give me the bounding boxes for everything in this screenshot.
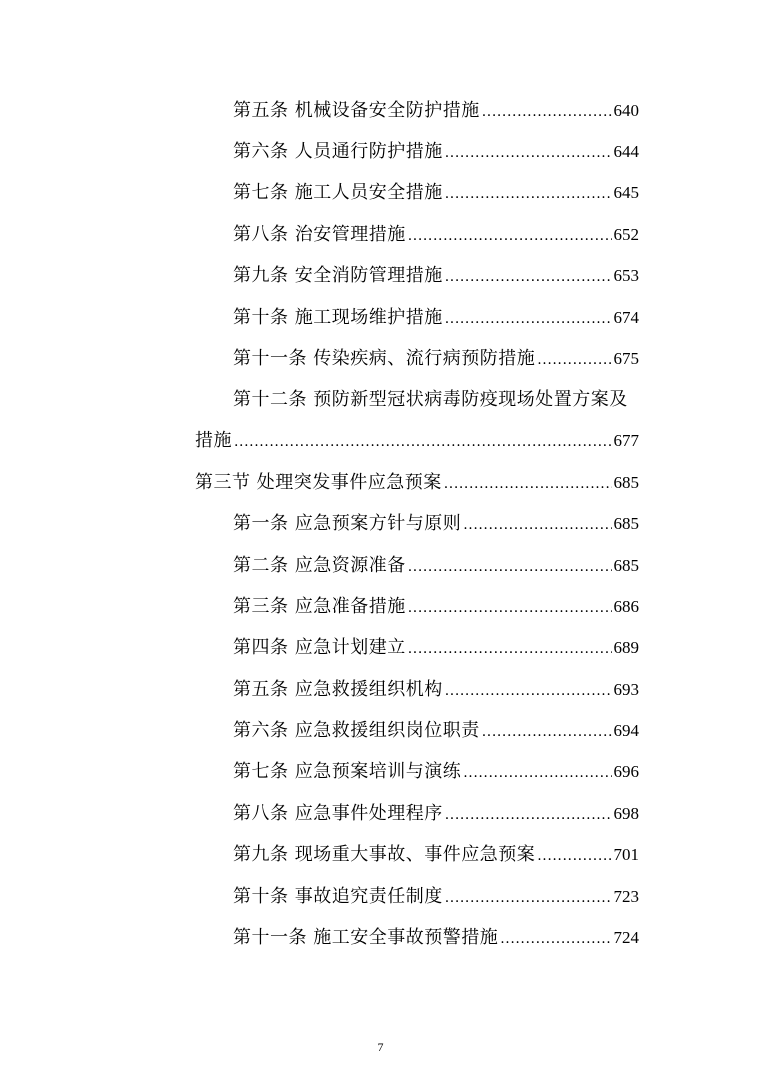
toc-entry-title: 第四条 应急计划建立	[233, 637, 406, 658]
toc-entry-title: 措施	[195, 430, 232, 451]
dot-leader	[444, 469, 612, 499]
toc-entry-page: 698	[613, 804, 639, 823]
dot-leader	[408, 593, 612, 623]
toc-entry-emergency-article-7[interactable]	[233, 757, 639, 787]
toc-entry-title: 第七条 应急预案培训与演练	[233, 761, 462, 782]
toc-entry-title: 第九条 现场重大事故、事件应急预案	[233, 844, 536, 865]
toc-entry-emergency-article-1[interactable]	[233, 509, 639, 539]
toc-entry-page: 686	[613, 597, 639, 616]
toc-entry-article-7[interactable]	[233, 178, 639, 208]
toc-entry-article-12-line2[interactable]	[195, 426, 639, 456]
dot-leader	[463, 510, 611, 540]
toc-entry-page: 694	[613, 721, 639, 740]
toc-entry-title: 第十条 事故追究责任制度	[233, 886, 443, 907]
toc-entry-page: 645	[613, 183, 639, 202]
toc-entry-page: 689	[613, 638, 639, 657]
dot-leader	[408, 634, 612, 664]
toc-entry-page: 675	[613, 349, 639, 368]
toc-entry-title: 第七条 施工人员安全措施	[233, 182, 443, 203]
dot-leader	[445, 800, 612, 830]
toc-entry-title: 第五条 应急救援组织机构	[233, 679, 443, 700]
toc-entry-page: 644	[613, 142, 639, 161]
toc-entry-title: 第八条 治安管理措施	[233, 224, 406, 245]
toc-entry-page: 685	[613, 556, 639, 575]
toc-entry-page: 653	[613, 266, 639, 285]
toc-entry-title: 第三节 处理突发事件应急预案	[195, 472, 442, 493]
dot-leader	[445, 304, 612, 334]
toc-entry-title: 第一条 应急预案方针与原则	[233, 513, 462, 534]
toc-entry-emergency-article-4[interactable]	[233, 633, 639, 663]
toc-entry-title: 第十一条 传染疾病、流行病预防措施	[233, 348, 536, 369]
toc-entry-article-5[interactable]	[233, 96, 639, 126]
toc-entry-title: 第十二条 预防新型冠状病毒防疫现场处置方案及	[233, 389, 628, 410]
dot-leader	[445, 262, 612, 292]
toc-entry-emergency-article-10[interactable]	[233, 882, 639, 912]
toc-entry-page: 674	[613, 308, 639, 327]
toc-entry-title: 第二条 应急资源准备	[233, 555, 406, 576]
toc-entry-title: 第五条 机械设备安全防护措施	[233, 100, 480, 121]
dot-leader	[463, 758, 611, 788]
toc-entry-article-9[interactable]	[233, 261, 639, 291]
toc-entry-page: 685	[613, 473, 639, 492]
dot-leader	[500, 924, 611, 954]
page-number: 7	[377, 1040, 384, 1054]
dot-leader	[482, 97, 612, 127]
toc-entry-page: 677	[613, 431, 639, 450]
toc-entry-page: 640	[613, 101, 639, 120]
toc-entry-title: 第六条 应急救援组织岗位职责	[233, 720, 480, 741]
dot-leader	[408, 552, 612, 582]
dot-leader	[445, 179, 612, 209]
toc-entry-emergency-article-3[interactable]	[233, 592, 639, 622]
toc-entry-emergency-article-2[interactable]	[233, 551, 639, 581]
toc-entry-page: 723	[613, 887, 639, 906]
toc-entry-emergency-article-9[interactable]	[233, 840, 639, 870]
toc-entry-article-6[interactable]	[233, 137, 639, 167]
toc-entry-title: 第六条 人员通行防护措施	[233, 141, 443, 162]
dot-leader	[408, 221, 612, 251]
dot-leader	[537, 345, 611, 375]
toc-entry-title: 第三条 应急准备措施	[233, 596, 406, 617]
toc-entry-page: 693	[613, 680, 639, 699]
toc-entry-emergency-article-5[interactable]	[233, 675, 639, 705]
dot-leader	[445, 883, 612, 913]
toc-entry-emergency-article-8[interactable]	[233, 799, 639, 829]
toc-entry-article-10[interactable]	[233, 303, 639, 333]
dot-leader	[537, 841, 611, 871]
toc-entry-page: 724	[613, 928, 639, 947]
toc-entry-page: 685	[613, 514, 639, 533]
toc-entry-title: 第十条 施工现场维护措施	[233, 307, 443, 328]
toc-entry-title: 第八条 应急事件处理程序	[233, 803, 443, 824]
dot-leader	[482, 717, 612, 747]
toc-entry-article-11[interactable]	[233, 344, 639, 374]
toc-entry-page: 652	[613, 225, 639, 244]
toc-entry-page: 701	[613, 845, 639, 864]
toc-entry-article-12-line1[interactable]	[233, 385, 639, 415]
toc-entry-section-3[interactable]	[195, 468, 639, 498]
dot-leader	[445, 676, 612, 706]
toc-entry-emergency-article-11[interactable]	[233, 923, 639, 953]
toc-entry-title: 第九条 安全消防管理措施	[233, 265, 443, 286]
dot-leader	[445, 138, 612, 168]
toc-entry-article-8[interactable]	[233, 220, 639, 250]
toc-entry-title: 第十一条 施工安全事故预警措施	[233, 927, 499, 948]
toc-entry-page: 696	[613, 762, 639, 781]
toc-entry-emergency-article-6[interactable]	[233, 716, 639, 746]
dot-leader	[234, 427, 612, 457]
